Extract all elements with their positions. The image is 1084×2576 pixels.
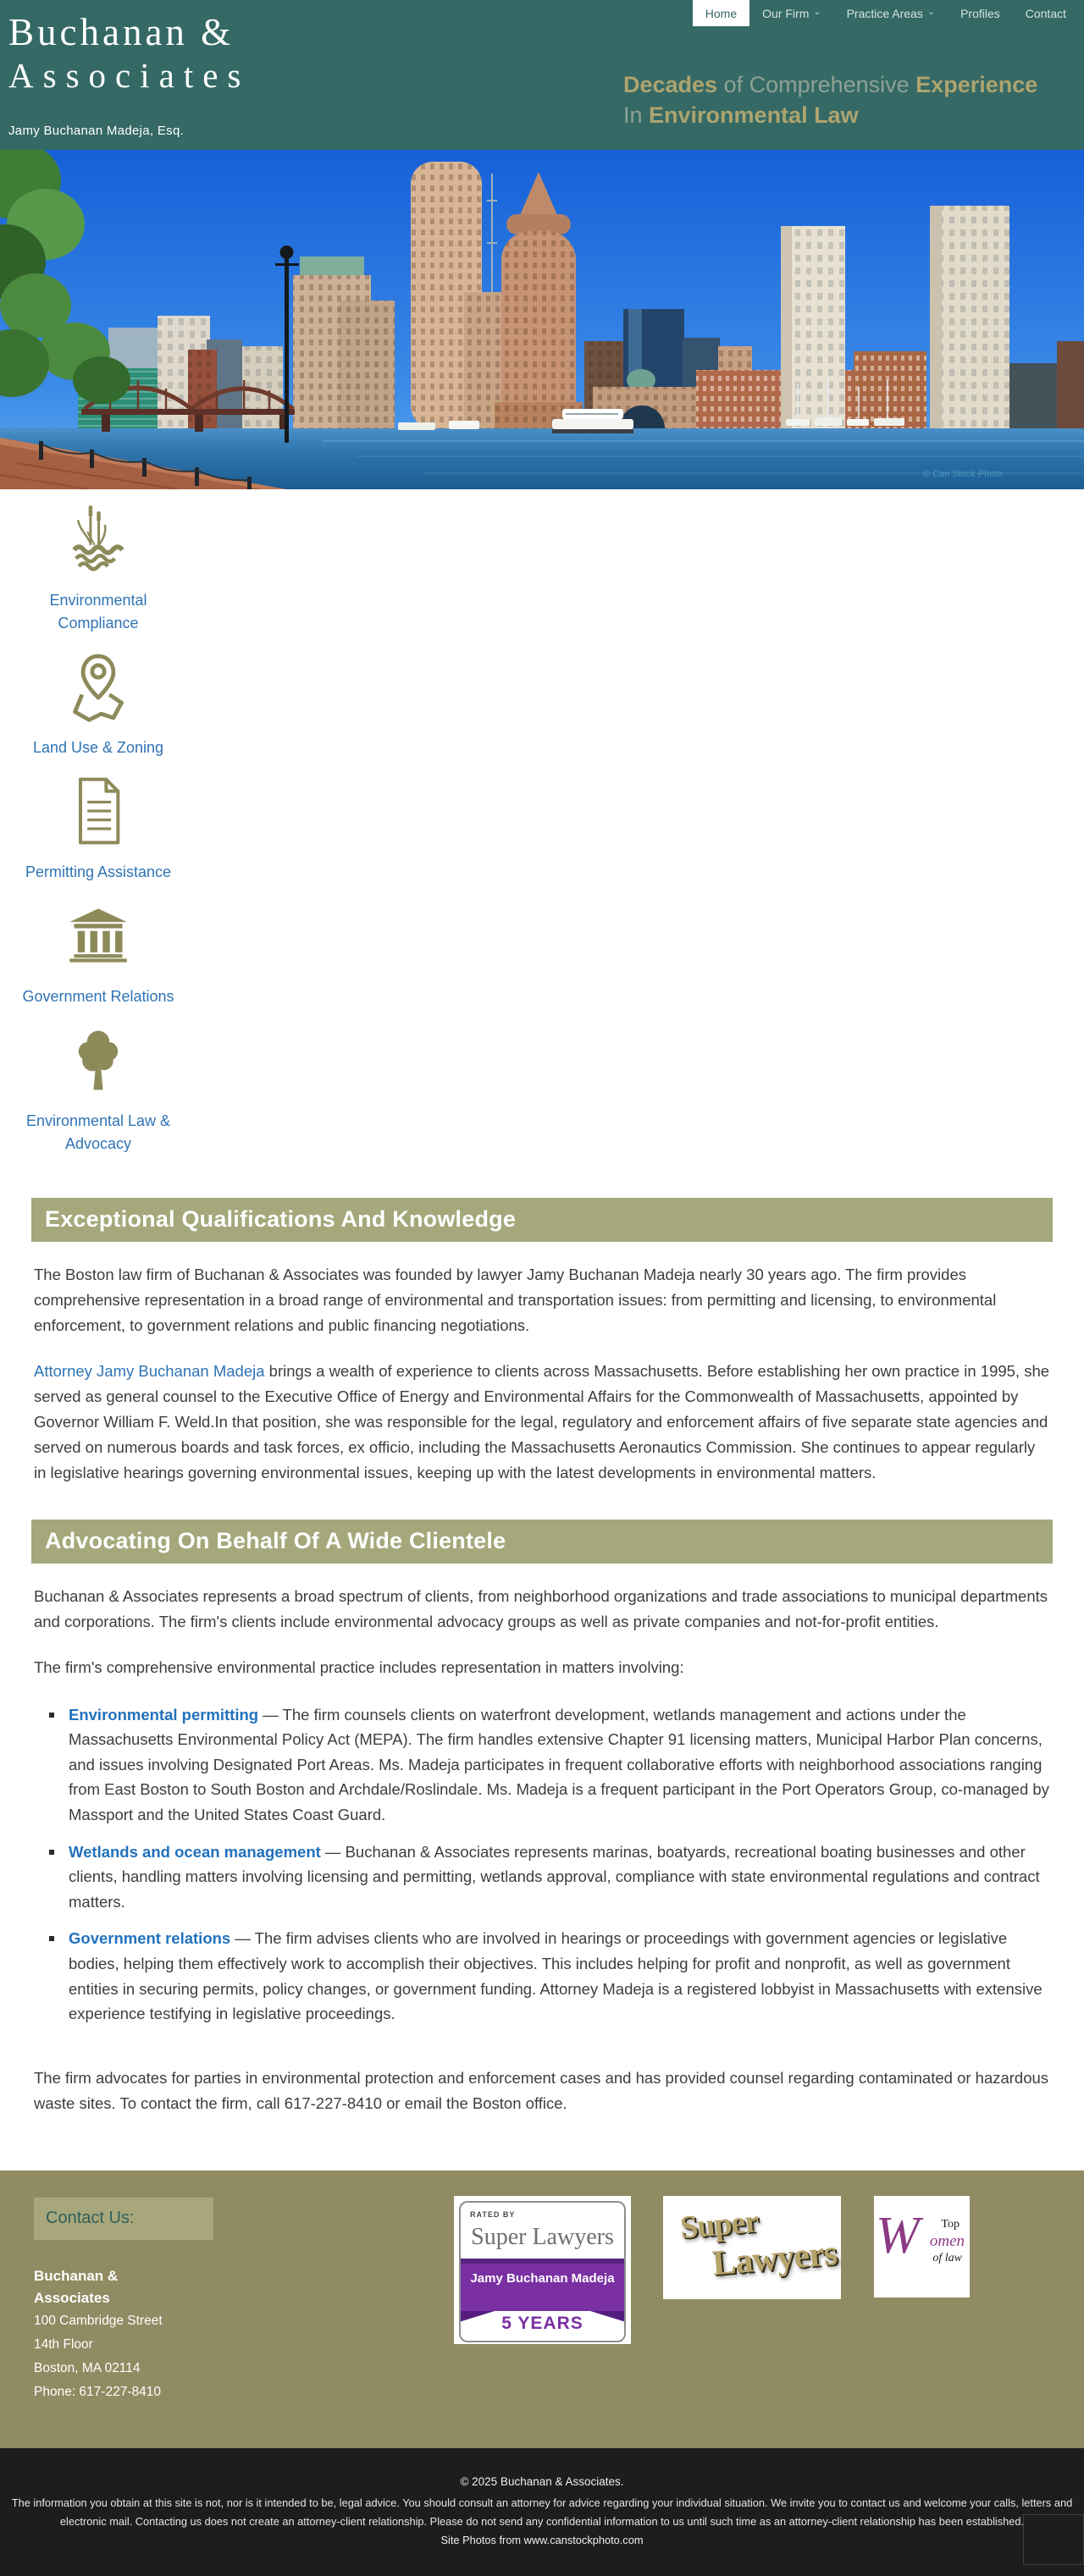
bullet-environmental-permitting: Environmental permitting — The firm counsels clients on waterfront development, wetlands management and actions under the Massachusetts Environmental Policy Act (MEPA). The firm handles extensive Chapter 91 licensing matters, Municipal Harbor Plan concerns, and issues involving Designated Port Areas. Ms. Madeja participates in frequent collaborative efforts with neighborhood associations ranging from East Boston to South Boston and Archdale/Roslindale. Ms. Madeja is a frequent participant in the Port Operators Group, co-managed by Massport and the United States Coast Guard. — [41, 1702, 1053, 1828]
photo-credits: Site Photos from www.canstockphoto.com — [440, 2533, 644, 2546]
paragraph-firm-intro: The Boston law firm of Buchanan & Associates was founded by lawyer Jamy Buchanan Madeja nearly 30 years ago. The firm provides comprehensive representation in a broad range of environmental and transportation issues: from permitting and licensing, to environmental enforcement, to government relations and public financing negotiations. — [34, 1266, 997, 1334]
service-label-land-use-zoning[interactable]: Land Use & Zoning — [32, 739, 164, 756]
service-label-government-relations[interactable]: Government Relations — [22, 988, 174, 1005]
wetland-reeds-icon[interactable] — [0, 503, 196, 576]
document-icon[interactable] — [0, 775, 196, 847]
service-permitting-assistance — [0, 775, 196, 884]
service-label-environmental-law-advocacy[interactable]: Environmental Law & Advocacy — [25, 1112, 171, 1152]
top-women-top-label: Top — [941, 2217, 960, 2231]
environmental-permitting-link[interactable]: Environmental permitting — [69, 1705, 259, 1724]
attorney-profile-link[interactable]: Attorney Jamy Buchanan Madeja — [34, 1361, 265, 1380]
footer-phone: Phone: 617-227-8410 — [34, 2385, 161, 2400]
top-women-of-law-label: of law — [932, 2251, 962, 2264]
legal-disclaimer: The information you obtain at this site is not, nor is it intended to be, legal advice. You should consult an attorney for advice regarding your individual situation. We invite you to contact us and welcome your calls, letters and electronic mail. Contacting us does not create an attorney-client relationship. Please do not send any confidential information to us until such time as an attorney-client relationship has been established. — [11, 2496, 1073, 2529]
nav-item-practice-areas[interactable]: Practice Areas ⌄ — [846, 6, 936, 20]
nav-item-our-firm[interactable]: Our Firm ⌄ — [762, 6, 821, 20]
government-building-icon[interactable] — [0, 899, 196, 972]
tree-icon[interactable] — [0, 1023, 196, 1096]
hero-photo-boston-skyline — [0, 150, 1084, 489]
nav-item-profiles[interactable]: Profiles — [960, 6, 1000, 20]
logo-line-1: Buchanan & — [8, 11, 235, 53]
section-heading-clientele: Advocating On Behalf Of A Wide Clientele — [31, 1520, 1053, 1564]
paragraph-closing: The firm advocates for parties in environmental protection and enforcement cases and has provided counsel regarding contaminated or hazardous waste sites. To contact the firm, call 617-227-8410 or email the Boston office. — [34, 2068, 1049, 2112]
footer-firm-name-line1: Buchanan & — [34, 2267, 119, 2284]
super-lawyers-word-lawyers: Lawyers — [711, 2233, 838, 2284]
practice-bullet-list — [41, 1702, 1053, 2027]
logo-line-2: Associates — [8, 56, 251, 96]
main-content — [31, 1198, 1053, 2171]
service-environmental-compliance — [0, 503, 196, 635]
site-footer — [0, 2171, 1084, 2448]
firm-tagline: Jamy Buchanan Madeja, Esq. — [8, 124, 185, 138]
attorney-name-ribbon: Jamy Buchanan Madeja — [459, 2259, 626, 2311]
site-header — [0, 0, 1084, 150]
wetlands-ocean-link[interactable]: Wetlands and ocean management — [69, 1842, 321, 1861]
chevron-down-icon: ⌄ — [926, 7, 936, 17]
footer-address-floor: 14th Floor — [34, 2337, 93, 2353]
firm-logo[interactable] — [8, 10, 250, 96]
footer-address-city: Boston, MA 02114 — [34, 2361, 141, 2376]
service-label-environmental-compliance[interactable]: Environmental Compliance — [49, 592, 147, 632]
footer-address-street: 100 Cambridge Street — [34, 2314, 163, 2329]
paragraph-attorney-bio: Attorney Jamy Buchanan Madeja brings a wealth of experience to clients across Massachusetts. Before establishing her own practice in 1995, she served as general counsel to the Executive Office of Energy and Environmental Affairs for the Commonwealth of Massachusetts, appointed by Governor William F. Weld.In that position, she was responsible for the legal, regulatory and enforcement affairs of five separate state agencies and served on numerous boards and task forces, ex officio, including the Massachusetts Aeronautics Commission. She continues to appear regularly in legislative hearings governing environmental issues, keeping up with the latest developments in environmental matters. — [34, 1361, 1050, 1481]
chevron-down-icon: ⌄ — [813, 7, 821, 17]
super-lawyers-logo-badge — [663, 2196, 841, 2299]
super-lawyers-word-super: Super — [678, 2203, 760, 2246]
top-women-initial: W — [876, 2206, 920, 2264]
super-lawyers-rated-badge — [454, 2196, 631, 2344]
nav-item-home[interactable]: Home — [693, 0, 749, 26]
five-years-label: 5 YEARS — [501, 2313, 583, 2333]
boston-skyline-illustration — [0, 150, 1084, 489]
bullet-government-relations: Government relations — The firm advises clients who are involved in hearings or proceedings with government agencies or legislative bodies, helping them effectively work to accomplish their objectives. This includes helping for profit and nonprofit, as well as government entities in securing permits, policy changes, or government funding. Attorney Madeja is a registered lobbyist in Massachusetts with extensive experience testifying in legislative proceedings. — [41, 1926, 1053, 2026]
contact-us-heading-box — [34, 2198, 213, 2240]
practice-area-services — [0, 489, 1084, 1179]
map-pin-icon[interactable] — [0, 650, 196, 723]
paragraph-clientele: Buchanan & Associates represents a broad spectrum of clients, from neighborhood organizations and trade associations to municipal departments and corporations. The firm's clients include environmental advocacy groups as well as private companies and not-for-profit entities. — [34, 1586, 1048, 1630]
government-relations-link[interactable]: Government relations — [69, 1929, 231, 1948]
photo-watermark: © Can Stock Photo — [923, 469, 1003, 479]
footer-firm-name-line2: Associates — [34, 2290, 110, 2307]
service-label-permitting-assistance[interactable]: Permitting Assistance — [25, 863, 172, 880]
footer-address-block — [34, 2265, 163, 2404]
super-lawyers-brand: Super Lawyers — [471, 2223, 614, 2250]
back-to-top-button[interactable] — [1023, 2514, 1084, 2565]
service-land-use-zoning — [0, 650, 196, 759]
bullet-wetlands-ocean: Wetlands and ocean management — Buchanan & Associates represents marinas, boatyards, recreational boating businesses and other clients, handling matters involving licensing and permitting, wetlands approval, compliance with state environmental regulations and contract matters. — [41, 1840, 1053, 1915]
copyright-text: © 2025 Buchanan & Associates. — [460, 2474, 624, 2488]
service-environmental-law-advocacy — [0, 1023, 196, 1156]
rated-by-label: RATED BY — [470, 2209, 516, 2219]
service-government-relations — [0, 899, 196, 1008]
main-nav — [693, 0, 1079, 26]
copyright-bar — [0, 2448, 1084, 2576]
nav-item-contact[interactable]: Contact — [1025, 6, 1066, 20]
top-women-of-law-badge — [874, 2196, 970, 2297]
paragraph-practice-intro: The firm's comprehensive environmental practice includes representation in matters involving: — [34, 1658, 684, 1676]
hero-headline: Decades of Comprehensive Experience In Environmental Law — [623, 72, 1038, 129]
contact-us-heading: Contact Us: — [46, 2209, 135, 2228]
top-women-women-label: omen — [929, 2231, 965, 2250]
section-heading-qualifications: Exceptional Qualifications And Knowledge — [31, 1198, 1053, 1242]
